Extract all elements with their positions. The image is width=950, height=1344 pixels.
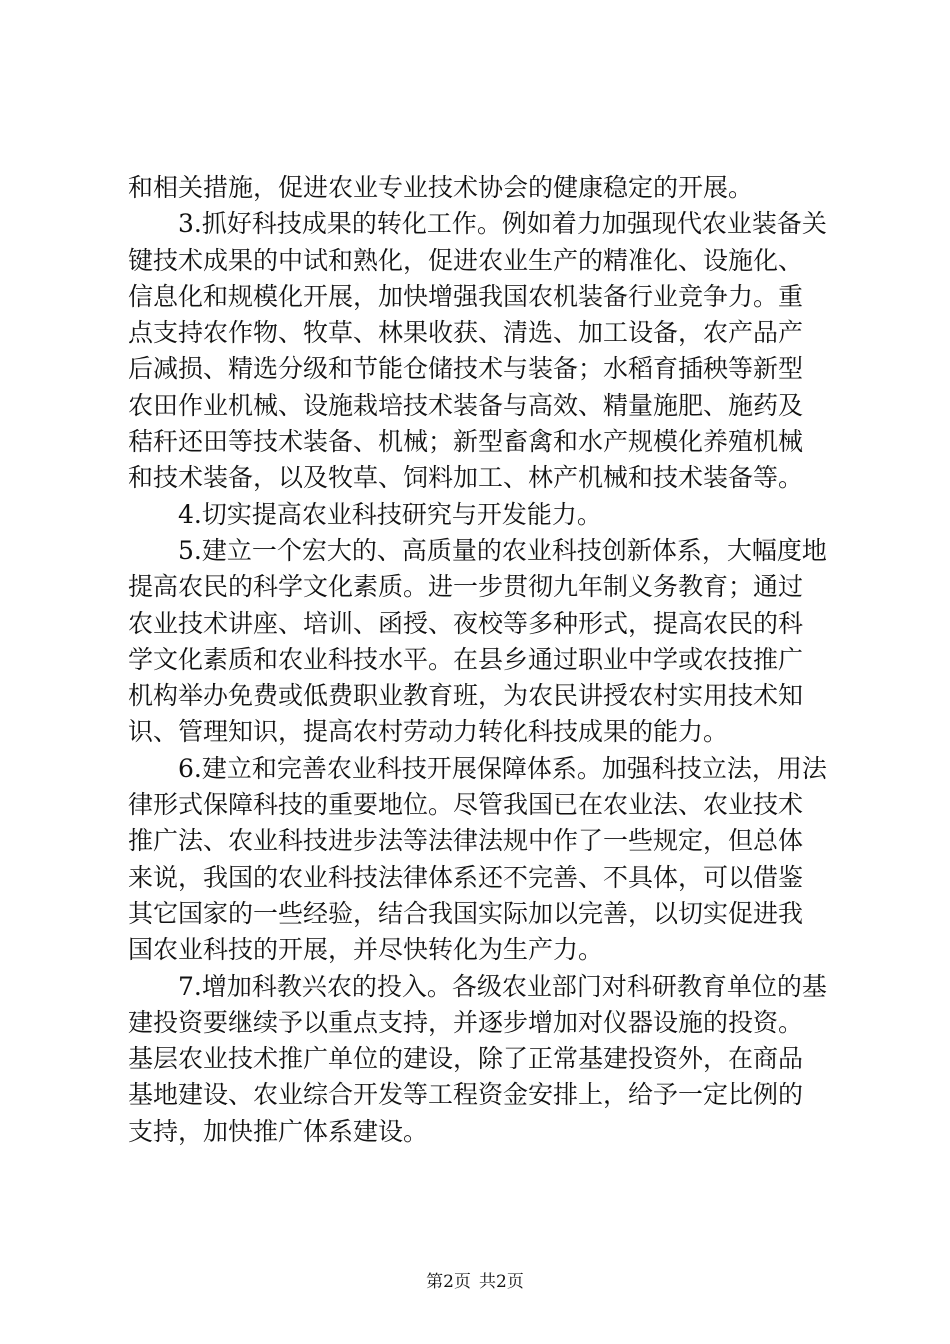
text-line: 秸秆还田等技术装备、机械；新型畜禽和水产规模化养殖机械 <box>128 427 804 457</box>
text-line: 信息化和规模化开展，加快增强我国农机装备行业竞争力。重 <box>128 281 804 311</box>
text-line: 后减损、精选分级和节能仓储技术与装备；水稻育插秧等新型 <box>128 354 804 384</box>
text-line: 3.抓好科技成果的转化工作。例如着力加强现代农业装备关 <box>178 209 827 239</box>
text-line: 支持，加快推广体系建设。 <box>128 1116 429 1146</box>
text-line: 农业技术讲座、培训、函授、夜校等多种形式，提高农民的科 <box>128 608 804 638</box>
text-line: 国农业科技的开展，并尽快转化为生产力。 <box>128 935 604 965</box>
page-footer <box>0 1271 950 1293</box>
text-line: 基地建设、农业综合开发等工程资金安排上，给予一定比例的 <box>128 1080 804 1110</box>
text-line: 基层农业技术推广单位的建设，除了正常基建投资外，在商品 <box>128 1044 804 1074</box>
text-line: 7.增加科教兴农的投入。各级农业部门对科研教育单位的基 <box>178 971 827 1001</box>
text-line: 建投资要继续予以重点支持，并逐步增加对仪器设施的投资。 <box>128 1007 804 1037</box>
text-line: 提高农民的科学文化素质。进一步贯彻九年制义务教育；通过 <box>128 572 804 602</box>
text-line: 推广法、农业科技进步法等法律法规中作了一些规定，但总体 <box>128 826 804 856</box>
text-line: 和相关措施，促进农业专业技术协会的健康稳定的开展。 <box>128 173 754 202</box>
page-number: 第2页 <box>426 1272 471 1292</box>
body-text <box>128 170 828 1150</box>
text-line: 机构举办免费或低费职业教育班，为农民讲授农村实用技术知 <box>128 681 804 711</box>
text-line: 其它国家的一些经验，结合我国实际加以完善，以切实促进我 <box>128 898 804 928</box>
text-line: 学文化素质和农业科技水平。在县乡通过职业中学或农技推广 <box>128 644 804 674</box>
page-total: 共2页 <box>479 1272 524 1292</box>
text-line: 来说，我国的农业科技法律体系还不完善、不具体，可以借鉴 <box>128 862 804 892</box>
text-line: 识、管理知识，提高农村劳动力转化科技成果的能力。 <box>128 717 729 747</box>
text-line: 键技术成果的中试和熟化，促进农业生产的精准化、设施化、 <box>128 245 804 275</box>
text-line: 和技术装备，以及牧草、饲料加工、林产机械和技术装备等。 <box>128 463 804 493</box>
text-line: 4.切实提高农业科技研究与开发能力。 <box>178 499 602 529</box>
text-line: 点支持农作物、牧草、林果收获、清选、加工设备，农产品产 <box>128 318 804 348</box>
text-line: 律形式保障科技的重要地位。尽管我国已在农业法、农业技术 <box>128 790 804 820</box>
text-line: 5.建立一个宏大的、高质量的农业科技创新体系，大幅度地 <box>178 535 827 565</box>
text-line: 农田作业机械、设施栽培技术装备与高效、精量施肥、施药及 <box>128 390 804 420</box>
text-line: 6.建立和完善农业科技开展保障体系。加强科技立法，用法 <box>178 753 827 783</box>
